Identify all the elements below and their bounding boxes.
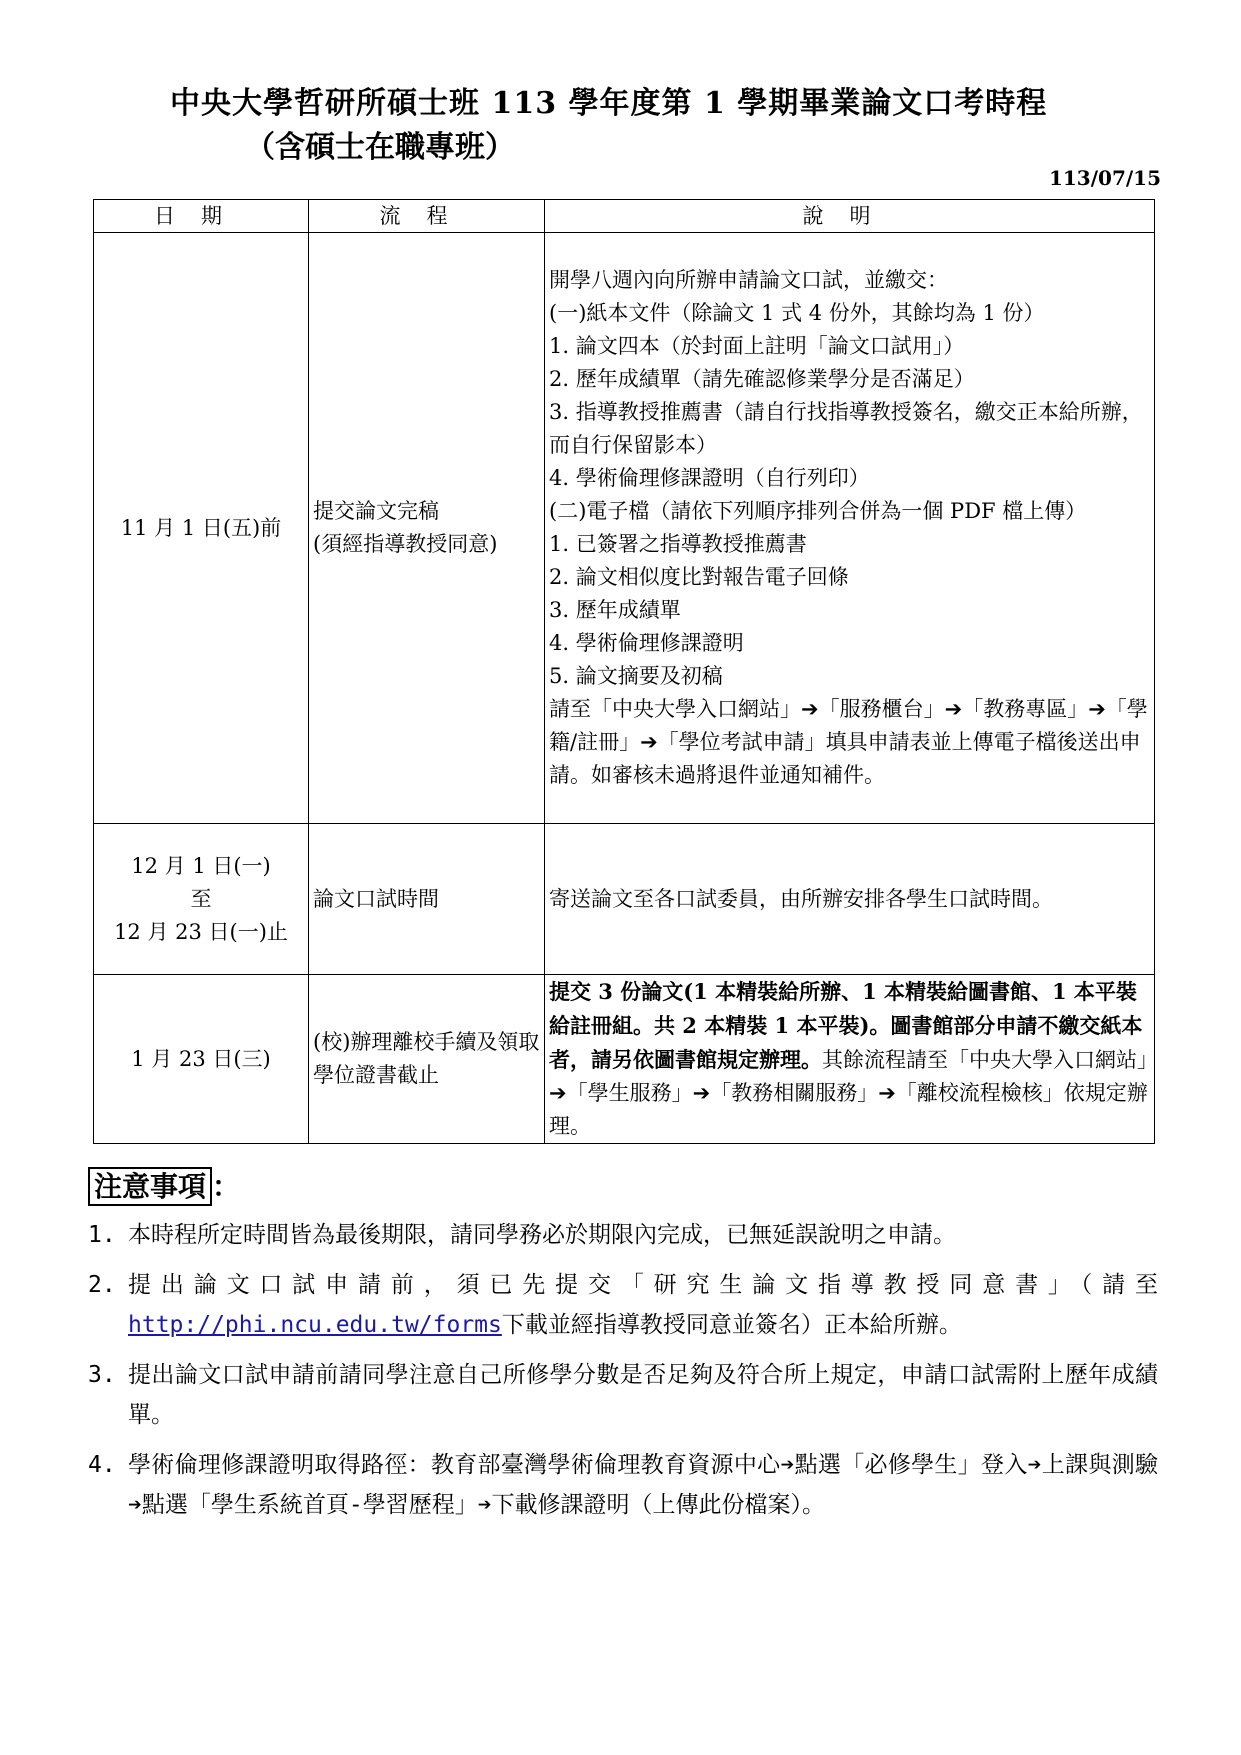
row-date: 12 月 1 日(一) 至 12 月 23 日(一)止 xyxy=(94,824,309,975)
table-row xyxy=(94,233,1155,824)
notes-heading: 注意事項 ： xyxy=(88,1165,240,1205)
row-process: 提交論文完稿 (須經指導教授同意) xyxy=(309,233,545,824)
bold-instruction: 提交 3 份論文(1 本精裝給所辦、1 本精裝給圖書館、1 本平裝給註冊組。共 2 本精裝 1 本平裝)。圖書館部分申請不繳交紙本者，請另依圖書館規定辦理。 xyxy=(549,979,1143,1072)
list-item: 4. 學術倫理修課證明取得路徑：教育部臺灣學術倫理教育資源中心➔點選「必修學生」登入➔上課與測驗➔點選「學生系統首頁-學習歷程」➔下載修課證明（上傳此份檔案）。 xyxy=(88,1452,1158,1518)
document-date: 113/07/15 xyxy=(1048,166,1161,190)
list-item: 2. 提出論文口試申請前，須已先提交「研究生論文指導教授同意書」（請至http://phi.ncu.edu.tw/forms下載並經指導教授同意並簽名）正本給所辦。 xyxy=(88,1272,1158,1338)
list-item: 1. 本時程所定時間皆為最後期限，請同學務必於期限內完成，已無延誤說明之申請。 xyxy=(88,1222,956,1248)
table-row xyxy=(94,824,1155,975)
row-process: 論文口試時間 xyxy=(309,824,545,975)
notes-list xyxy=(88,1215,1158,1535)
header-date: 日期 xyxy=(94,200,309,233)
table-header-row xyxy=(94,200,1155,233)
table-row xyxy=(94,975,1155,1144)
forms-link[interactable]: http://phi.ncu.edu.tw/forms xyxy=(128,1312,502,1338)
header-description: 說明 xyxy=(545,200,1155,233)
document-subtitle: （含碩士在職專班） xyxy=(245,130,515,165)
row-description: 開學八週內向所辦申請論文口試，並繳交： (一)紙本文件（除論文 1 式 4 份外，其餘均為 1 份） 1. 論文四本（於封面上註明「論文口試用」） 2. 歷年成績單（請先確認修業學分是否滿足） 3. 指導教授推薦書（請自行找指導教授簽名，繳交正本給所辦，而自行保留影本） 4. 學術倫理修課證明（自行列印） (二)電子檔（請依下列順序排列合併為一個 PDF 檔上傳） 1. 已簽署之指導教授推薦書 2. 論文相似度比對報告電子回條 3. 歷年成績單 4. 學術倫理修課證明 5. 論文摘要及初稿 請至「中央大學入口網站」➔「服務櫃台」➔「教務專區」➔「學籍/註冊」➔「學位考試申請」填具申請表並上傳電子檔後送出申請。如審核未過將退件並通知補件。 xyxy=(545,233,1155,824)
rest-instruction: 其餘流程請至「中央大學入口網站」➔「學生服務」➔「教務相關服務」➔「離校流程檢核」依規定辦理。 xyxy=(549,1048,1148,1138)
schedule-table xyxy=(93,199,1155,1144)
row-date: 1 月 23 日(三) xyxy=(94,975,309,1144)
document-title: 中央大學哲研所碩士班 113 學年度第 1 學期畢業論文口考時程 xyxy=(170,86,1048,121)
row-process: (校)辦理離校手續及領取學位證書截止 xyxy=(309,975,545,1144)
row-description xyxy=(545,975,1155,1144)
row-description: 寄送論文至各口試委員，由所辦安排各學生口試時間。 xyxy=(545,824,1155,975)
list-item: 3. 提出論文口試申請前請同學注意自己所修學分數是否足夠及符合所上規定，申請口試需附上歷年成績單。 xyxy=(88,1362,1158,1428)
header-process: 流程 xyxy=(309,200,545,233)
row-date: 11 月 1 日(五)前 xyxy=(94,233,309,824)
